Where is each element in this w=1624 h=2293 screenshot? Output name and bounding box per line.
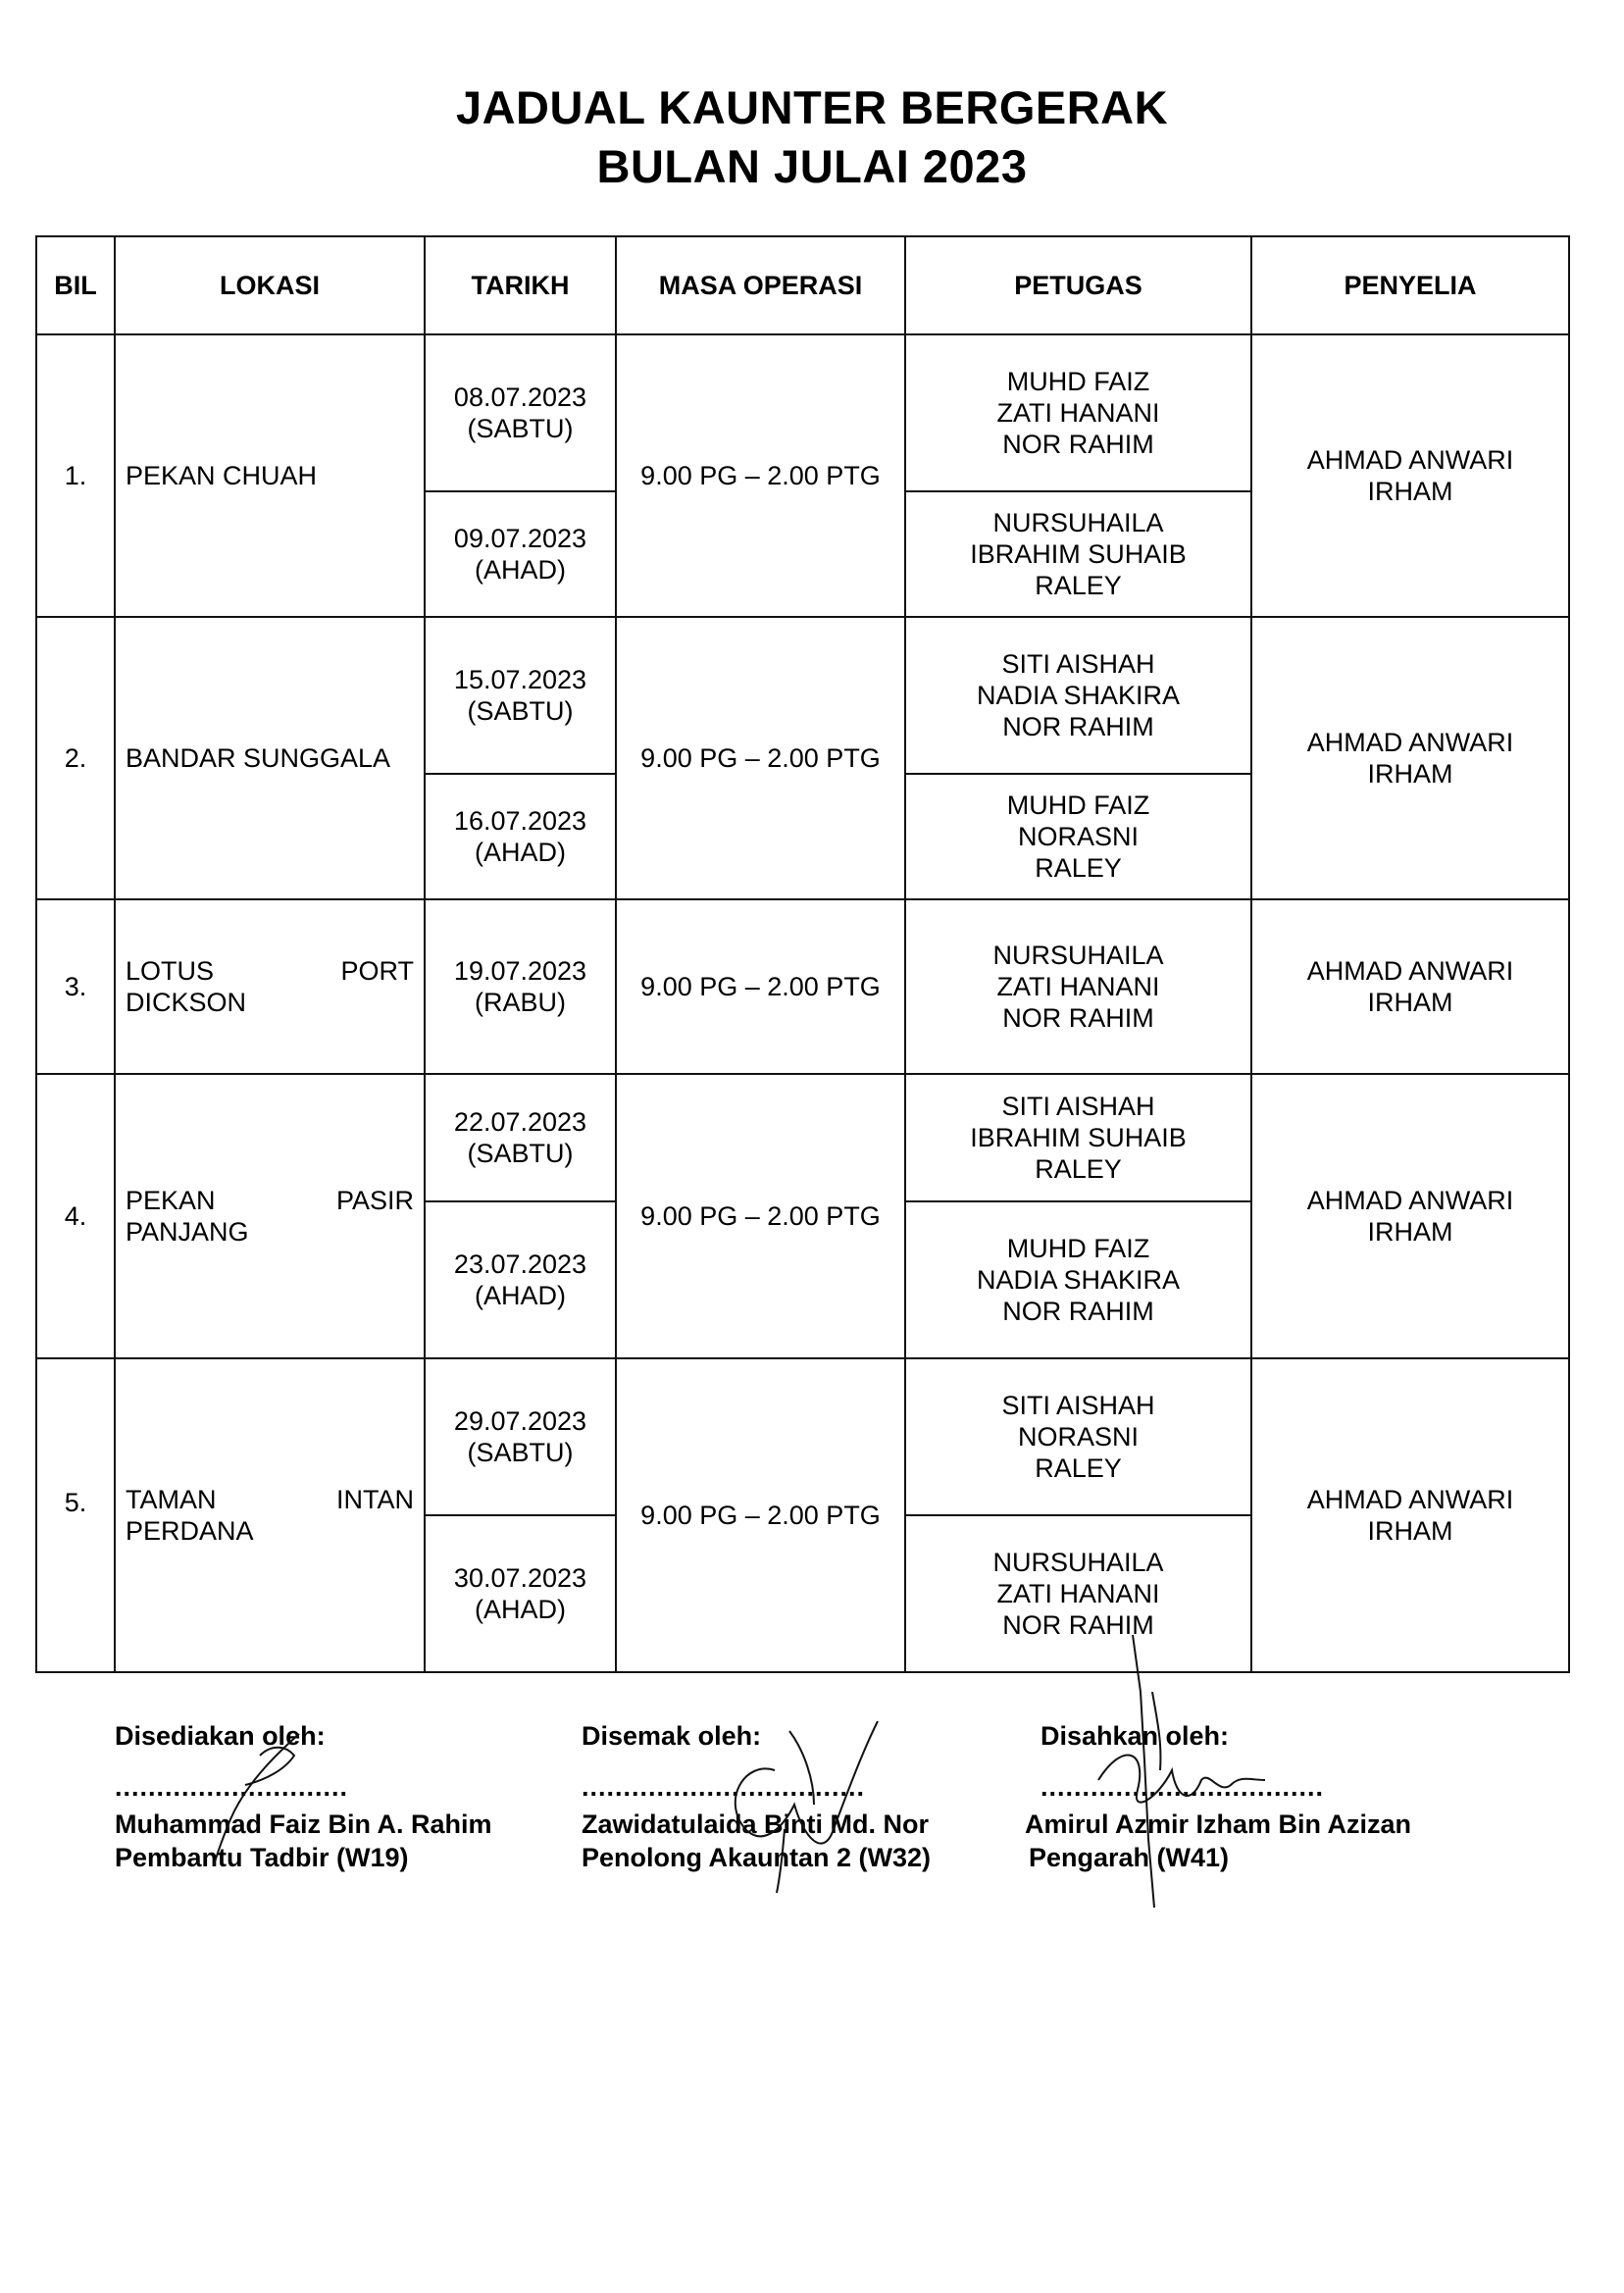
signatory-name: Zawidatulaida Binti Md. Nor: [582, 1809, 930, 1839]
signature-scribble-2: [667, 1711, 912, 1898]
cell-tarikh: [425, 491, 616, 617]
cell-tarikh: [425, 617, 616, 774]
cell-bil: 2.: [36, 617, 115, 899]
cell-penyelia: [1251, 1358, 1569, 1672]
cell-bil: 4.: [36, 1074, 115, 1358]
tarikh-text: 19.07.2023 (RABU): [453, 956, 587, 1017]
signatory-position: Pengarah (W41): [1029, 1843, 1230, 1872]
cell-masa: 9.00 PG – 2.00 PTG: [616, 617, 905, 899]
schedule-table: [35, 235, 1570, 1673]
cell-penyelia: [1251, 1074, 1569, 1358]
cell-petugas: [905, 1074, 1251, 1201]
signatory-position: Pembantu Tadbir (W19): [115, 1843, 409, 1872]
signature-line: ..................................: [1040, 1772, 1325, 1802]
header-lokasi: LOKASI: [115, 236, 425, 334]
penyelia-text: AHMAD ANWARI IRHAM: [1306, 445, 1514, 506]
penyelia-text: AHMAD ANWARI IRHAM: [1306, 1186, 1514, 1247]
cell-bil: 3.: [36, 899, 115, 1074]
lokasi-text: TAMAN INTAN PERDANA: [126, 1485, 414, 1546]
cell-penyelia: [1251, 334, 1569, 617]
petugas-text: MUHD FAIZ NADIA SHAKIRA NOR RAHIM: [976, 1234, 1181, 1326]
cell-lokasi: [115, 617, 425, 899]
signatory-name: Muhammad Faiz Bin A. Rahim: [115, 1809, 492, 1839]
tarikh-text: 29.07.2023 (SABTU): [453, 1406, 587, 1467]
cell-petugas: [905, 617, 1251, 774]
petugas-text: NURSUHAILA IBRAHIM SUHAIB RALEY: [970, 508, 1187, 600]
petugas-text: MUHD FAIZ ZATI HANANI NOR RAHIM: [996, 367, 1160, 459]
petugas-text: NURSUHAILA ZATI HANANI NOR RAHIM: [992, 1548, 1164, 1640]
header-masa-operasi: MASA OPERASI: [616, 236, 905, 334]
signature-label: Disediakan oleh:: [115, 1721, 326, 1751]
cell-petugas: [905, 1201, 1251, 1358]
cell-petugas: [905, 899, 1251, 1074]
petugas-text: SITI AISHAH NADIA SHAKIRA NOR RAHIM: [976, 649, 1181, 741]
signature-label: Disemak oleh:: [582, 1721, 762, 1751]
cell-petugas: [905, 1358, 1251, 1515]
cell-petugas: [905, 774, 1251, 899]
signature-line: ............................: [115, 1772, 349, 1802]
signatory-name: Amirul Azmir Izham Bin Azizan: [1025, 1809, 1412, 1839]
cell-tarikh: [425, 1201, 616, 1358]
header-penyelia: PENYELIA: [1251, 236, 1569, 334]
table-row: [36, 899, 1569, 1074]
cell-lokasi: [115, 1074, 425, 1358]
table-header-row: [36, 236, 1569, 334]
cell-penyelia: [1251, 899, 1569, 1074]
lokasi-text: PEKAN CHUAH: [126, 461, 318, 490]
signatory-position: Penolong Akauntan 2 (W32): [582, 1843, 932, 1872]
cell-lokasi: [115, 334, 425, 617]
cell-lokasi: [115, 899, 425, 1074]
signature-scribble-3: [1064, 1633, 1299, 1917]
title-line-2: BULAN JULAI 2023: [596, 140, 1028, 192]
tarikh-text: 23.07.2023 (AHAD): [453, 1249, 587, 1310]
cell-lokasi: [115, 1358, 425, 1672]
signature-scribble-1: [206, 1726, 324, 1873]
header-bil: BIL: [36, 236, 115, 334]
signature-label: Disahkan oleh:: [1040, 1721, 1230, 1751]
lokasi-text: LOTUS PORT DICKSON: [126, 956, 414, 1017]
petugas-text: MUHD FAIZ NORASNI RALEY: [1006, 790, 1150, 883]
header-petugas: PETUGAS: [905, 236, 1251, 334]
cell-masa: 9.00 PG – 2.00 PTG: [616, 1358, 905, 1672]
lokasi-text: PEKAN PASIR PANJANG: [126, 1186, 414, 1247]
cell-masa: 9.00 PG – 2.00 PTG: [616, 334, 905, 617]
cell-tarikh: [425, 899, 616, 1074]
cell-bil: 1.: [36, 334, 115, 617]
table-row: [36, 334, 1569, 491]
cell-masa: 9.00 PG – 2.00 PTG: [616, 1074, 905, 1358]
tarikh-text: 22.07.2023 (SABTU): [453, 1107, 587, 1168]
cell-tarikh: [425, 1074, 616, 1201]
tarikh-text: 09.07.2023 (AHAD): [453, 524, 587, 585]
lokasi-text: BANDAR SUNGGALA: [126, 743, 391, 773]
cell-petugas: [905, 491, 1251, 617]
cell-petugas: [905, 334, 1251, 491]
petugas-text: SITI AISHAH NORASNI RALEY: [1001, 1391, 1155, 1483]
table-row: [36, 1074, 1569, 1201]
penyelia-text: AHMAD ANWARI IRHAM: [1306, 1485, 1514, 1546]
petugas-text: NURSUHAILA ZATI HANANI NOR RAHIM: [992, 941, 1164, 1033]
cell-tarikh: [425, 1358, 616, 1515]
title-line-1: JADUAL KAUNTER BERGERAK: [455, 81, 1169, 133]
petugas-text: SITI AISHAH IBRAHIM SUHAIB RALEY: [970, 1092, 1187, 1184]
header-tarikh: TARIKH: [425, 236, 616, 334]
cell-bil: 5.: [36, 1358, 115, 1672]
tarikh-text: 16.07.2023 (AHAD): [453, 806, 587, 867]
tarikh-text: 30.07.2023 (AHAD): [453, 1563, 587, 1624]
signature-line: ..................................: [582, 1772, 866, 1802]
cell-penyelia: [1251, 617, 1569, 899]
penyelia-text: AHMAD ANWARI IRHAM: [1306, 728, 1514, 789]
table-row: [36, 1358, 1569, 1515]
cell-tarikh: [425, 774, 616, 899]
table-row: [36, 617, 1569, 774]
cell-tarikh: [425, 1515, 616, 1672]
cell-tarikh: [425, 334, 616, 491]
tarikh-text: 08.07.2023 (SABTU): [453, 382, 587, 443]
tarikh-text: 15.07.2023 (SABTU): [453, 665, 587, 726]
cell-masa: 9.00 PG – 2.00 PTG: [616, 899, 905, 1074]
penyelia-text: AHMAD ANWARI IRHAM: [1306, 956, 1514, 1017]
document-title: [0, 78, 1624, 196]
